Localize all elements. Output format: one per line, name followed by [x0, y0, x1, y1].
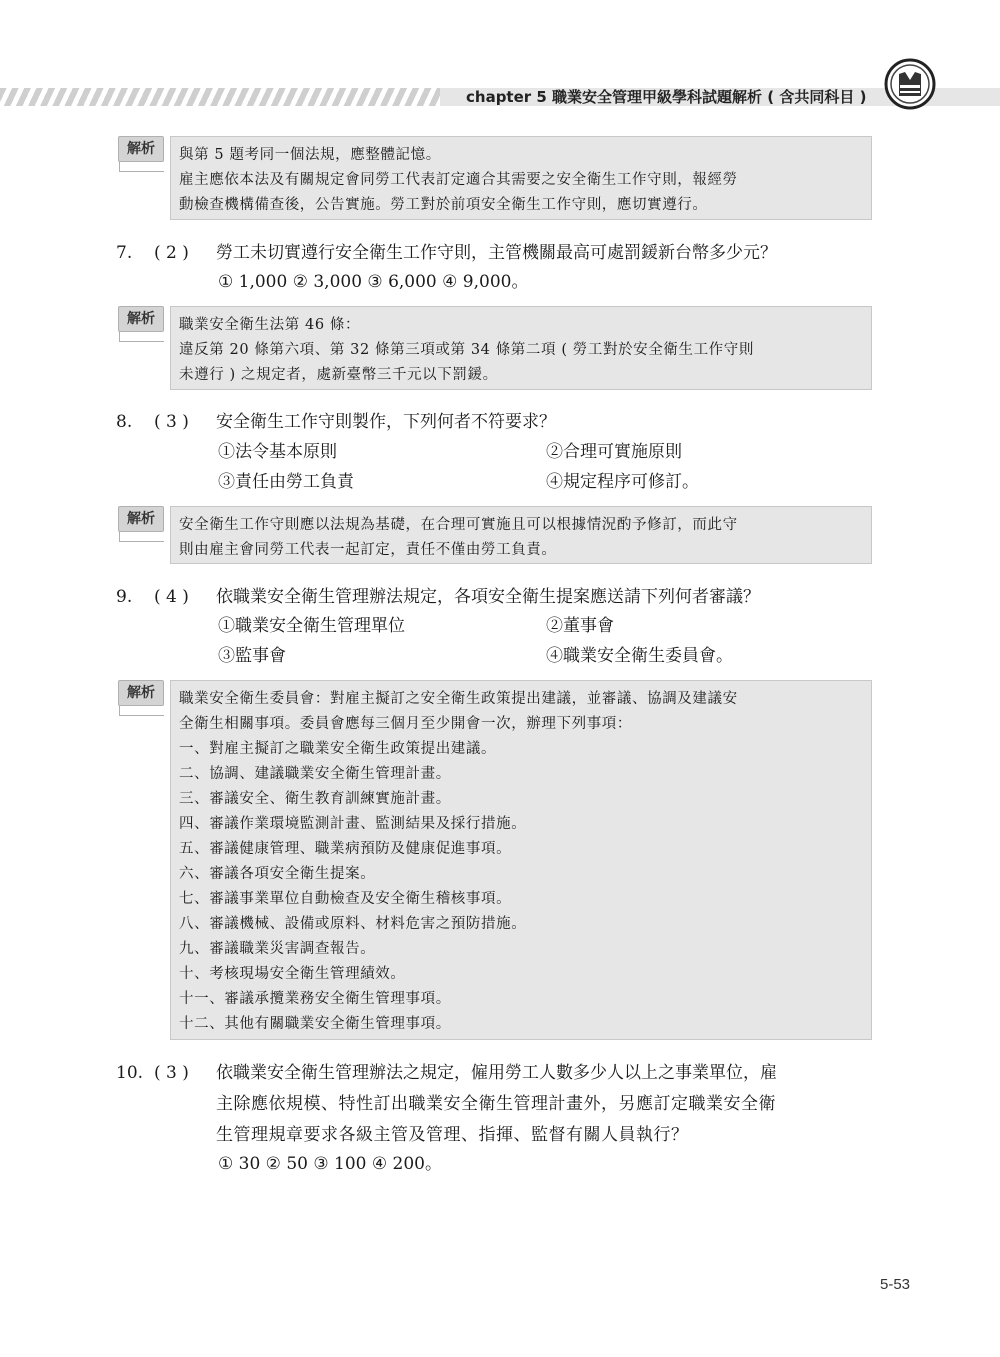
explanation-line: 六、審議各項安全衛生提案。: [179, 866, 376, 882]
explanation-line: 未遵行 ) 之規定者，處新臺幣三千元以下罰鍰。: [179, 367, 498, 383]
explanation-line: 九、審議職業災害調查報告。: [179, 941, 376, 957]
question-7: [116, 238, 777, 268]
question-text: 依職業安全衛生管理辦法之規定，僱用勞工人數多少人以上之事業單位，雇: [216, 1063, 777, 1083]
explanation-line: 安全衛生工作守則應以法規為基礎，在合理可實施且可以根據情況酌予修訂，而此守: [179, 517, 738, 533]
question-number: 10.: [116, 1063, 144, 1083]
explanation-line: 則由雇主會同勞工代表一起訂定，責任不僅由勞工負責。: [179, 542, 557, 558]
question-answer: ( 2 ): [154, 243, 189, 263]
explanation-line: 四、審議作業環境監測計畫、監測結果及採行措施。: [179, 816, 527, 832]
chapter-title: chapter 5 職業安全管理甲級學科試題解析 ( 含共同科目 ): [466, 88, 867, 106]
explanation-line: 三、審議安全、衛生教育訓練實施計畫。: [179, 791, 451, 807]
question-7-options: ① 1,000 ② 3,000 ③ 6,000 ④ 9,000。: [218, 272, 529, 292]
explanation-line: 全衛生相關事項。委員會應每三個月至少開會一次，辦理下列事項：: [179, 716, 632, 732]
question-8: [116, 407, 556, 437]
option-4: ④規定程序可修訂。: [546, 472, 699, 492]
question-answer: ( 3 ): [154, 1063, 189, 1083]
question-10-options: ① 30 ② 50 ③ 100 ④ 200。: [218, 1154, 442, 1174]
explanation-tag: 解析: [118, 680, 164, 706]
question-number: 8.: [116, 412, 133, 432]
explanation-line: 十一、審議承攬業務安全衛生管理事項。: [179, 991, 451, 1007]
question-10: [116, 1058, 777, 1088]
option-3: ③監事會: [218, 646, 286, 666]
option-3: ③責任由勞工負責: [218, 472, 354, 492]
explanation-line: 動檢查機構備查後，公告實施。勞工對於前項安全衛生工作守則，應切實遵行。: [179, 197, 708, 213]
explanation-line: 十、考核現場安全衛生管理績效。: [179, 966, 406, 982]
explanation-line: 八、審議機械、設備或原料、材料危害之預防措施。: [179, 916, 527, 932]
question-answer: ( 3 ): [154, 412, 189, 432]
question-text: 安全衛生工作守則製作，下列何者不符要求？: [216, 412, 556, 432]
explanation-line: 職業安全衛生法第 46 條：: [179, 317, 361, 333]
page-number: 5-53: [880, 1276, 911, 1293]
explanation-line: 一、對雇主擬訂之職業安全衛生政策提出建議。: [179, 741, 497, 757]
option-2: ②董事會: [546, 616, 614, 636]
explanation-line: 職業安全衛生委員會：對雇主擬訂之安全衛生政策提出建議，並審議、協調及建議安: [179, 691, 738, 707]
explanation-line: 二、協調、建議職業安全衛生管理計畫。: [179, 766, 451, 782]
option-1: ①職業安全衛生管理單位: [218, 616, 405, 636]
explanation-line: 與第 5 題考同一個法規，應整體記憶。: [179, 147, 441, 163]
question-number: 9.: [116, 587, 133, 607]
question-9: [116, 582, 760, 612]
explanation-box-4: [170, 680, 872, 1040]
option-2: ②合理可實施原則: [546, 442, 682, 462]
explanation-tag: 解析: [118, 136, 164, 162]
question-text: 勞工未切實遵行安全衛生工作守則，主管機關最高可處罰鍰新台幣多少元？: [216, 243, 777, 263]
explanation-line: 七、審議事業單位自動檢查及安全衛生稽核事項。: [179, 891, 512, 907]
option-1: ①法令基本原則: [218, 442, 337, 462]
question-answer: ( 4 ): [154, 587, 189, 607]
question-number: 7.: [116, 243, 133, 263]
explanation-line: 違反第 20 條第六項、第 32 條第三項或第 34 條第二項 ( 勞工對於安全衛生工作守則: [179, 342, 754, 358]
safety-vest-logo-icon: [884, 58, 936, 110]
explanation-tag: 解析: [118, 306, 164, 332]
explanation-line: 雇主應依本法及有關規定會同勞工代表訂定適合其需要之安全衛生工作守則，報經勞: [179, 172, 738, 188]
explanation-box-2: [170, 306, 872, 390]
option-4: ④職業安全衛生委員會。: [546, 646, 733, 666]
explanation-box-1: [170, 136, 872, 220]
question-text-continued: 生管理規章要求各級主管及管理、指揮、監督有關人員執行？: [216, 1125, 689, 1145]
question-text: 依職業安全衛生管理辦法規定，各項安全衛生提案應送請下列何者審議？: [216, 587, 760, 607]
explanation-line: 十二、其他有關職業安全衛生管理事項。: [179, 1016, 451, 1032]
question-text-continued: 主除應依規模、特性訂出職業安全衛生管理計畫外，另應訂定職業安全衛: [216, 1094, 776, 1114]
explanation-box-3: [170, 506, 872, 564]
explanation-tag: 解析: [118, 506, 164, 532]
explanation-line: 五、審議健康管理、職業病預防及健康促進事項。: [179, 841, 512, 857]
